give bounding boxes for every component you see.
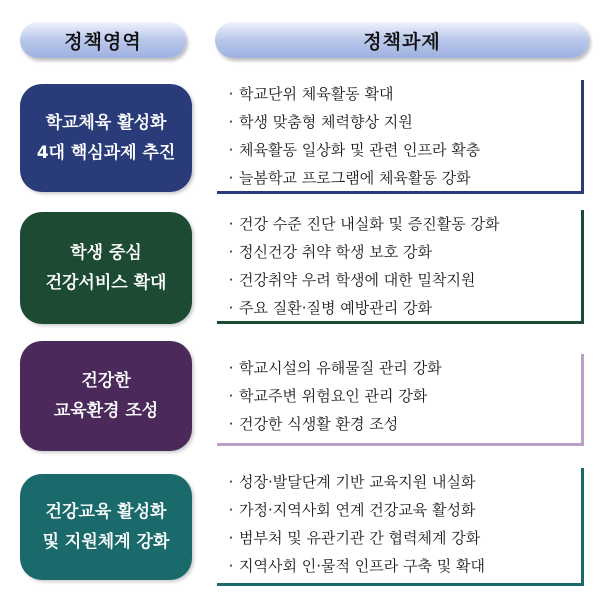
bullet-icon: · bbox=[228, 415, 234, 433]
task-list-1 bbox=[217, 80, 584, 194]
task-item: · 정신건강 취약 학생 보호 강화 bbox=[223, 238, 581, 266]
area-box-1: 학교체육 활성화 4대 핵심과제 추진 bbox=[20, 84, 192, 192]
task-item: · 주요 질환·질병 예방관리 강화 bbox=[223, 294, 581, 322]
area-box-2: 학생 중심 건강서비스 확대 bbox=[20, 212, 192, 324]
bullet-icon: · bbox=[228, 529, 234, 547]
bullet-icon: · bbox=[228, 113, 234, 131]
area-box-4: 건강교육 활성화 및 지원체계 강화 bbox=[20, 474, 192, 580]
task-list-3 bbox=[217, 354, 584, 446]
task-list-2 bbox=[217, 210, 584, 324]
bullet-icon: · bbox=[228, 557, 234, 575]
bullet-icon: · bbox=[228, 387, 234, 405]
header-policy-tasks: 정책과제 bbox=[215, 22, 589, 58]
task-item: · 학생 맞춤형 체력향상 지원 bbox=[223, 108, 581, 136]
task-item: · 지역사회 인·물적 인프라 구축 및 확대 bbox=[223, 552, 581, 580]
bullet-icon: · bbox=[228, 271, 234, 289]
task-item: · 범부처 및 유관기관 간 협력체계 강화 bbox=[223, 524, 581, 552]
bullet-icon: · bbox=[228, 243, 234, 261]
task-item: · 성장·발달단계 기반 교육지원 내실화 bbox=[223, 468, 581, 496]
area-box-3: 건강한 교육환경 조성 bbox=[20, 341, 192, 451]
bullet-icon: · bbox=[228, 169, 234, 187]
header-policy-area: 정책영역 bbox=[20, 22, 186, 58]
task-item: · 가정·지역사회 연계 건강교육 활성화 bbox=[223, 496, 581, 524]
bullet-icon: · bbox=[228, 85, 234, 103]
task-item: · 학교주변 위험요인 관리 강화 bbox=[223, 382, 581, 410]
bullet-icon: · bbox=[228, 299, 234, 317]
task-item: · 건강취약 우려 학생에 대한 밀착지원 bbox=[223, 266, 581, 294]
bullet-icon: · bbox=[228, 473, 234, 491]
task-item: · 체육활동 일상화 및 관련 인프라 확충 bbox=[223, 136, 581, 164]
task-item: · 학교단위 체육활동 확대 bbox=[223, 80, 581, 108]
task-item: · 늘봄학교 프로그램에 체육활동 강화 bbox=[223, 164, 581, 192]
bullet-icon: · bbox=[228, 141, 234, 159]
bullet-icon: · bbox=[228, 215, 234, 233]
task-item: · 건강 수준 진단 내실화 및 증진활동 강화 bbox=[223, 210, 581, 238]
task-list-4 bbox=[217, 468, 584, 586]
bullet-icon: · bbox=[228, 501, 234, 519]
task-item: · 건강한 식생활 환경 조성 bbox=[223, 410, 581, 438]
bullet-icon: · bbox=[228, 359, 234, 377]
task-item: · 학교시설의 유해물질 관리 강화 bbox=[223, 354, 581, 382]
